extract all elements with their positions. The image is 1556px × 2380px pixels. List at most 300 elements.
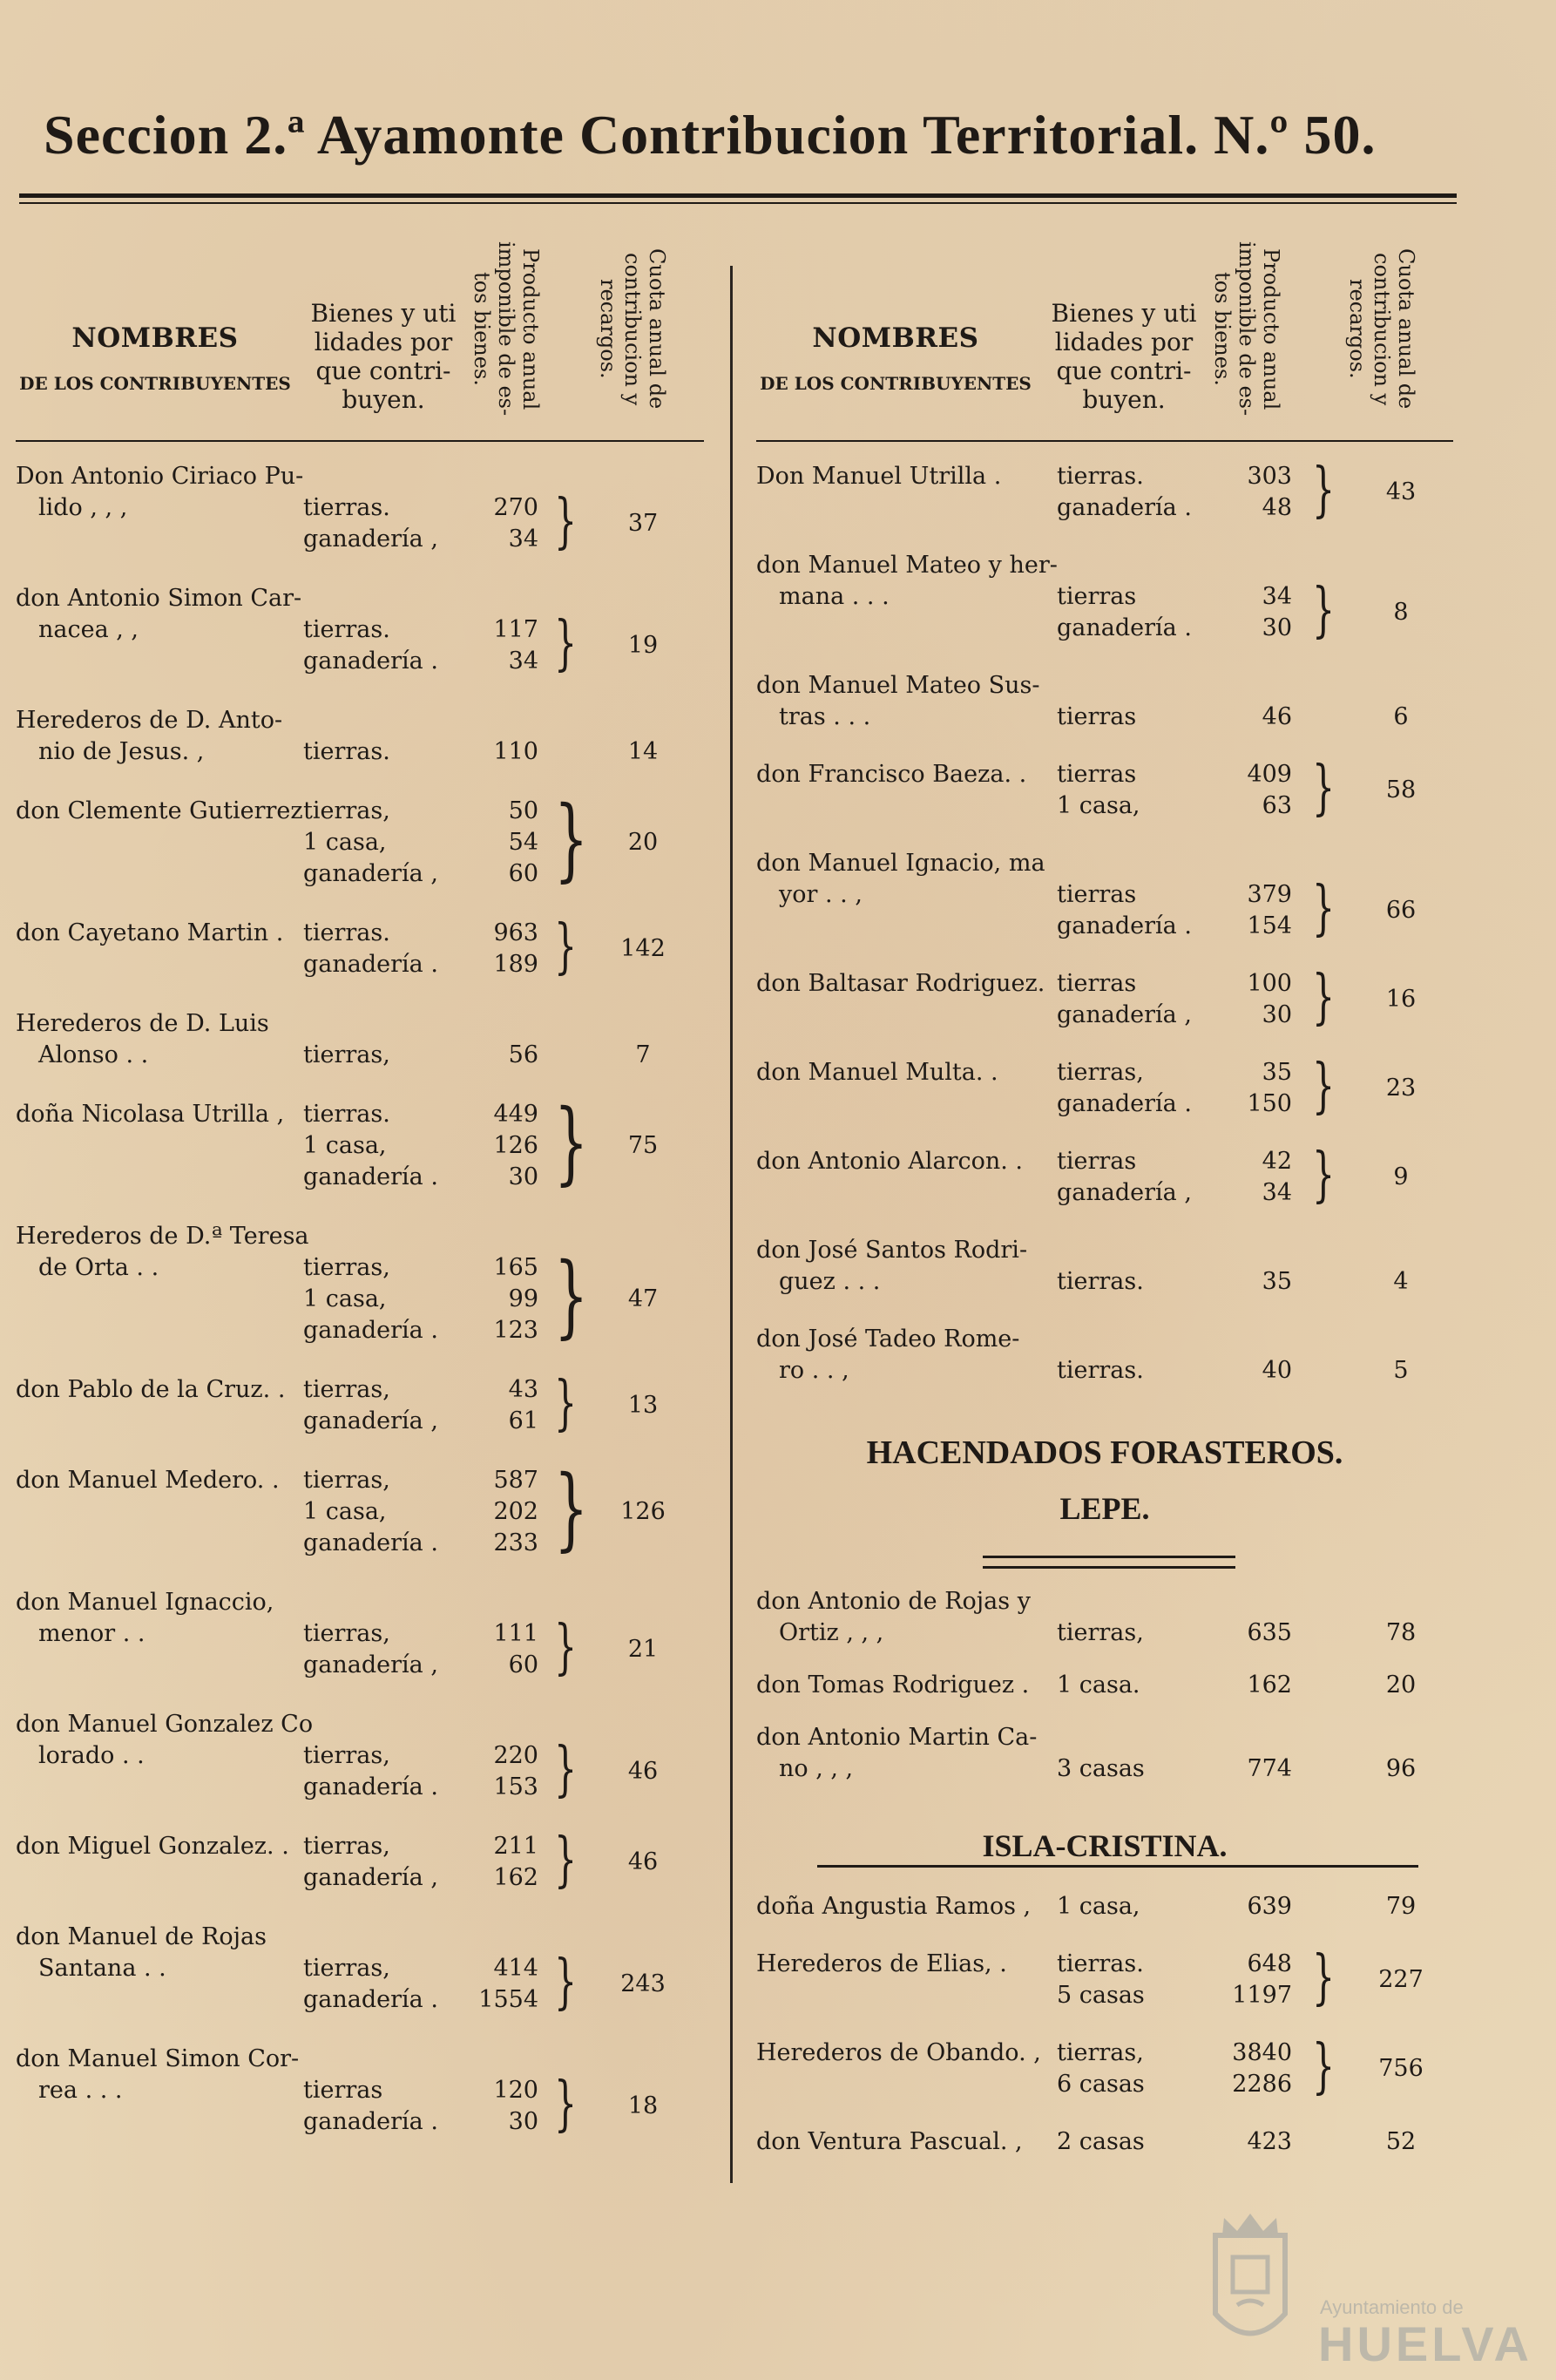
cuota-value: 23 — [1385, 1075, 1417, 1102]
contributor-name-line: Don Antonio Ciriaco Pu- — [16, 463, 304, 490]
property-type: tierras, — [303, 1833, 390, 1860]
property-type: 6 casas — [1057, 2071, 1145, 2098]
property-items — [1057, 1266, 1388, 1298]
property-item — [1057, 1088, 1388, 1120]
contributor-name — [16, 918, 303, 949]
property-items — [303, 1948, 634, 2017]
property-items — [1057, 1753, 1388, 1785]
grouping-brace: } — [1312, 1141, 1336, 1210]
property-items — [1057, 1355, 1388, 1387]
contributor-name — [16, 583, 303, 646]
product-value: 30 — [1262, 1001, 1292, 1028]
table-row — [16, 1369, 704, 1438]
property-type: ganadería , — [303, 1864, 438, 1891]
right-column — [756, 222, 1453, 2155]
property-item — [1057, 2038, 1388, 2069]
header-names — [756, 322, 1035, 394]
product-value: 34 — [1262, 1179, 1292, 1206]
contributor-name — [756, 848, 1052, 911]
cuota-value: 142 — [620, 935, 666, 962]
header-cuota: Cuota anual de contribucion y recargos. — [596, 248, 669, 410]
header-bienes: Bienes y uti lidades por que contri- buyen. — [1051, 299, 1197, 414]
property-type: tierras — [1057, 583, 1137, 610]
cuota-value: 18 — [627, 2092, 659, 2119]
cuota-value: 21 — [627, 1636, 659, 1663]
contributor-name — [16, 796, 303, 827]
table-row — [16, 2044, 704, 2138]
table-row — [756, 2126, 1453, 2158]
lepe-heading: LEPE. — [1059, 1491, 1150, 1526]
product-value: 111 — [493, 1620, 538, 1647]
property-items — [1057, 754, 1388, 823]
cuota-value: 243 — [620, 1970, 666, 1997]
contributor-name-line: don Miguel Gonzalez. . — [16, 1833, 289, 1860]
cuota-value: 20 — [627, 829, 659, 856]
watermark-line2: HUELVA — [1318, 2316, 1532, 2371]
property-type: ganadería , — [1057, 1179, 1192, 1206]
cuota-value: 6 — [1393, 703, 1409, 730]
coat-of-arms-icon — [1198, 2209, 1302, 2357]
property-type: tierras. — [303, 919, 390, 946]
contributor-name-line: don Manuel Mateo y her- — [756, 552, 1058, 579]
contributor-name-line: don Manuel Gonzalez Co — [16, 1711, 314, 1738]
property-type: ganadería . — [303, 1773, 438, 1800]
property-items — [1057, 456, 1388, 525]
product-value: 40 — [1262, 1357, 1292, 1384]
property-items — [303, 1613, 634, 1682]
right-rows — [756, 456, 1453, 1413]
property-items — [1057, 1141, 1388, 1210]
property-items — [1057, 1670, 1388, 1701]
product-value: 165 — [493, 1254, 538, 1281]
grouping-brace: } — [554, 1735, 578, 1804]
table-row — [756, 1052, 1453, 1121]
product-value: 635 — [1247, 1619, 1292, 1646]
cuota-value: 4 — [1393, 1268, 1409, 1295]
grouping-brace: } — [554, 1369, 578, 1438]
product-value: 35 — [1262, 1268, 1292, 1295]
product-value: 639 — [1247, 1893, 1292, 1920]
property-type: ganadería , — [303, 1651, 438, 1678]
property-type: tierras — [1057, 881, 1137, 908]
product-value: 30 — [1262, 614, 1292, 641]
table-row — [16, 1587, 704, 1681]
product-value: 270 — [493, 494, 538, 521]
property-type: ganadería , — [303, 860, 438, 887]
cuota-value: 43 — [1385, 478, 1417, 505]
contributor-name-line: don Manuel Ignacio, ma — [756, 850, 1045, 877]
table-row — [756, 754, 1453, 823]
cuota-value: 13 — [627, 1392, 659, 1419]
forasteros-heading: HACENDADOS FORASTEROS. — [866, 1434, 1343, 1471]
property-item — [303, 918, 634, 949]
property-item — [1057, 790, 1388, 822]
product-value: 233 — [493, 1529, 538, 1556]
property-items — [1057, 1617, 1388, 1649]
property-type: ganadería . — [303, 951, 438, 978]
property-item — [1057, 1753, 1388, 1785]
property-type: ganadería . — [303, 2108, 438, 2135]
property-type: tierras — [1057, 970, 1137, 997]
property-type: ganadería . — [303, 1317, 438, 1344]
product-value: 414 — [493, 1955, 538, 1982]
left-column — [16, 222, 704, 2166]
contributor-name — [756, 1949, 1052, 1980]
product-value: 1554 — [478, 1986, 538, 2013]
property-item — [303, 1831, 634, 1862]
product-value: 34 — [508, 525, 538, 553]
table-row — [16, 1091, 704, 1195]
table-row — [756, 1891, 1453, 1922]
table-row — [756, 456, 1453, 525]
contributor-name — [756, 2038, 1052, 2069]
product-value: 1197 — [1232, 1982, 1292, 2009]
property-items — [1057, 1891, 1388, 1922]
contributor-name — [16, 1221, 309, 1284]
product-value: 162 — [1247, 1671, 1292, 1699]
product-value: 126 — [493, 1132, 538, 1159]
property-item — [1057, 2126, 1388, 2158]
contributor-name-line: doña Nicolasa Utrilla , — [16, 1101, 285, 1128]
cuota-value: 126 — [620, 1498, 666, 1525]
contributor-name-line: don Tomas Rodriguez . — [756, 1671, 1030, 1699]
grouping-brace: } — [554, 2070, 578, 2139]
cuota-value: 66 — [1385, 897, 1417, 924]
contributor-name-line: don Clemente Gutierrez — [16, 797, 303, 824]
product-value: 587 — [493, 1467, 538, 1494]
property-items — [303, 1735, 634, 1804]
grouping-brace: } — [1312, 874, 1336, 943]
property-item — [1057, 581, 1388, 613]
lepe-rows — [756, 1586, 1453, 1806]
property-type: ganadería , — [303, 1407, 438, 1434]
cuota-value: 756 — [1378, 2055, 1424, 2082]
contributor-name — [756, 1146, 1052, 1177]
watermark-line1: Ayuntamiento de — [1320, 2296, 1464, 2318]
contributor-name-line: don Ventura Pascual. , — [756, 2128, 1023, 2155]
isla-rule — [817, 1865, 1418, 1868]
property-item — [303, 736, 634, 768]
property-item — [303, 949, 634, 980]
left-rows — [16, 461, 704, 2166]
contributor-name — [16, 1008, 303, 1071]
contributor-name-line: guez . . . — [779, 1268, 881, 1295]
contributor-name-line: don Francisco Baeza. . — [756, 761, 1027, 788]
table-row — [756, 1722, 1453, 1785]
table-row — [16, 1709, 704, 1803]
contributor-name-line: ro . . , — [779, 1357, 849, 1384]
product-value: 303 — [1247, 463, 1292, 490]
contributor-name — [16, 1709, 314, 1772]
grouping-brace: } — [1312, 1943, 1336, 2012]
product-value: 50 — [508, 797, 538, 824]
property-type: ganadería . — [303, 1163, 438, 1190]
contributor-name-line: don Antonio Simon Car- — [16, 585, 302, 612]
table-row — [756, 1324, 1453, 1387]
property-type: tierras, — [303, 1254, 390, 1281]
product-value: 46 — [1262, 703, 1292, 730]
contributor-name-line: Herederos de Elias, . — [756, 1950, 1007, 1977]
property-type: ganadería . — [1057, 912, 1192, 939]
property-type: ganadería , — [1057, 1001, 1192, 1028]
property-item — [1057, 968, 1388, 1000]
table-row — [16, 583, 704, 677]
cuota-value: 75 — [627, 1132, 659, 1159]
property-item — [303, 646, 634, 677]
contributor-name-line: don Manuel Medero. . — [16, 1467, 280, 1494]
property-item — [303, 1984, 634, 2016]
property-item — [1057, 1000, 1388, 1031]
property-item — [1057, 492, 1388, 524]
contributor-name-line: don Manuel Multa. . — [756, 1059, 998, 1086]
table-row — [756, 1670, 1453, 1701]
property-item — [303, 1374, 634, 1406]
property-type: ganadería . — [303, 1986, 438, 2013]
property-items — [303, 1369, 634, 1438]
product-value: 449 — [493, 1101, 538, 1128]
contributor-name-line: don José Santos Rodri- — [756, 1237, 1028, 1264]
contributor-name-line: don Baltasar Rodriguez. — [756, 970, 1045, 997]
contributor-name-line: don Antonio de Rojas y — [756, 1588, 1031, 1615]
property-items — [303, 609, 634, 678]
table-row — [16, 1826, 704, 1895]
cuota-value: 46 — [627, 1848, 659, 1875]
contributor-name — [16, 461, 303, 524]
property-item — [1057, 1670, 1388, 1701]
cuota-value: 47 — [627, 1285, 659, 1312]
grouping-brace: } — [554, 1091, 589, 1195]
property-type: tierras, — [1057, 1619, 1144, 1646]
product-value: 110 — [493, 738, 538, 765]
product-value: 150 — [1247, 1090, 1292, 1117]
property-type: tierras, — [303, 1620, 390, 1647]
cuota-value: 79 — [1385, 1893, 1417, 1920]
contributor-name-line: Alonso . . — [38, 1041, 149, 1068]
property-item — [1057, 1355, 1388, 1387]
cuota-value: 58 — [1385, 776, 1417, 804]
property-items — [303, 487, 634, 556]
property-type: tierras, — [1057, 2039, 1144, 2066]
property-type: 1 casa, — [303, 1285, 387, 1312]
table-row — [16, 1457, 704, 1561]
product-value: 48 — [1262, 494, 1292, 521]
property-type: tierras, — [303, 1742, 390, 1769]
title-rule — [19, 193, 1457, 198]
contributor-name — [16, 1831, 303, 1862]
watermark — [1198, 2209, 1532, 2371]
contributor-name — [756, 2126, 1052, 2158]
property-item — [303, 1618, 634, 1650]
property-type: 1 casa, — [1057, 792, 1140, 819]
property-item — [303, 1953, 634, 1984]
property-type: tierras. — [303, 1101, 390, 1128]
property-type: tierras. — [1057, 1950, 1144, 1977]
contributor-name — [756, 759, 1052, 790]
property-item — [303, 1772, 634, 1803]
property-type: ganadería . — [1057, 1090, 1192, 1117]
property-type: tierras — [1057, 761, 1137, 788]
property-type: 1 casa, — [303, 829, 387, 856]
contributor-name-line: don Cayetano Martin . — [16, 919, 284, 946]
product-value: 648 — [1247, 1950, 1292, 1977]
product-value: 43 — [508, 1376, 538, 1403]
product-value: 35 — [1262, 1059, 1292, 1086]
header-names-title: NOMBRES — [71, 322, 239, 354]
cuota-value: 19 — [627, 632, 659, 659]
product-value: 61 — [508, 1407, 538, 1434]
property-item — [1057, 1177, 1388, 1209]
property-items — [1057, 2126, 1388, 2158]
property-item — [303, 1862, 634, 1894]
contributor-name-line: Ortiz , , , — [779, 1619, 884, 1646]
property-type: 5 casas — [1057, 1982, 1145, 2009]
property-item — [303, 492, 634, 524]
grouping-brace: } — [554, 1457, 589, 1561]
contributor-name — [16, 705, 303, 768]
contributor-name — [756, 1324, 1052, 1387]
product-value: 42 — [1262, 1148, 1292, 1175]
product-value: 100 — [1247, 970, 1292, 997]
contributor-name — [16, 1922, 303, 1984]
contributor-name-line: lido , , , — [38, 494, 128, 521]
property-items — [1057, 874, 1388, 943]
property-type: 1 casa, — [303, 1132, 387, 1159]
contributor-name-line: nacea , , — [38, 616, 139, 643]
grouping-brace: } — [554, 1244, 589, 1348]
product-value: 30 — [508, 1163, 538, 1190]
contributor-name — [16, 1587, 303, 1650]
contributor-name — [16, 1099, 303, 1130]
contributor-name-line: Herederos de Obando. , — [756, 2039, 1041, 2066]
table-row — [16, 788, 704, 892]
property-item — [1057, 1949, 1388, 1980]
property-items — [303, 2070, 634, 2139]
cuota-value: 7 — [635, 1041, 651, 1068]
table-row — [756, 848, 1453, 942]
product-value: 211 — [493, 1833, 538, 1860]
property-item — [1057, 1891, 1388, 1922]
cuota-value: 227 — [1378, 1966, 1424, 1993]
grouping-brace: } — [554, 609, 578, 678]
table-row — [756, 550, 1453, 644]
product-value: 153 — [493, 1773, 538, 1800]
contributor-name-line: Don Manuel Utrilla . — [756, 463, 1002, 490]
table-header — [16, 222, 704, 442]
product-value: 162 — [493, 1864, 538, 1891]
property-type: tierras. — [1057, 1268, 1144, 1295]
property-item — [303, 614, 634, 646]
property-item — [303, 524, 634, 555]
table-row — [756, 1586, 1453, 1649]
property-item — [1057, 879, 1388, 911]
property-type: tierras, — [1057, 1059, 1144, 1086]
product-value: 60 — [508, 1651, 538, 1678]
property-item — [1057, 911, 1388, 942]
property-items — [303, 1826, 634, 1895]
contributor-name-line: Herederos de D. Anto- — [16, 707, 283, 734]
property-items — [303, 912, 634, 981]
property-type: 1 casa, — [1057, 1893, 1140, 1920]
contributor-name-line: no , , , — [779, 1755, 854, 1782]
product-value: 54 — [508, 829, 538, 856]
property-type: tierras, — [303, 1955, 390, 1982]
table-row — [756, 1235, 1453, 1298]
cuota-value: 16 — [1385, 986, 1417, 1013]
table-header — [756, 222, 1453, 442]
property-item — [1057, 613, 1388, 644]
property-items — [303, 736, 634, 768]
grouping-brace: } — [1312, 963, 1336, 1032]
table-row — [756, 963, 1453, 1032]
contributor-name-line: don Antonio Alarcon. . — [756, 1148, 1024, 1175]
grouping-brace: } — [554, 1948, 578, 2017]
grouping-brace: } — [554, 788, 589, 892]
contributor-name-line: don Manuel Simon Cor- — [16, 2045, 300, 2072]
property-type: tierras. — [303, 494, 390, 521]
product-value: 189 — [493, 951, 538, 978]
property-item — [1057, 461, 1388, 492]
cuota-value: 52 — [1385, 2128, 1417, 2155]
table-row — [756, 1943, 1453, 2012]
contributor-name-line: doña Angustia Ramos , — [756, 1893, 1032, 1920]
property-type: tierras, — [303, 1467, 390, 1494]
contributor-name-line: Santana . . — [38, 1955, 166, 1982]
table-row — [16, 705, 704, 768]
product-value: 120 — [493, 2077, 538, 2104]
property-item — [303, 1406, 634, 1437]
property-type: tierras. — [1057, 1357, 1144, 1384]
page-title: Seccion 2.ª Ayamonte Contribucion Territorial. N.º 50. — [44, 104, 1377, 166]
table-row — [16, 1922, 704, 2016]
property-item — [1057, 1146, 1388, 1177]
contributor-name-line: mana . . . — [779, 583, 890, 610]
product-value: 34 — [1262, 583, 1292, 610]
contributor-name-line: lorado . . — [38, 1742, 145, 1769]
contributor-name — [756, 968, 1052, 1000]
product-value: 423 — [1247, 2128, 1292, 2155]
contributor-name — [756, 1670, 1052, 1701]
lepe-rule — [983, 1556, 1235, 1569]
property-type: tierras, — [303, 1041, 390, 1068]
table-row — [16, 461, 704, 555]
grouping-brace: } — [554, 1826, 578, 1895]
contributor-name — [756, 1722, 1052, 1785]
product-value: 774 — [1247, 1755, 1292, 1782]
contributor-name — [756, 1057, 1052, 1088]
property-item — [1057, 2069, 1388, 2100]
contributor-name-line: don Manuel de Rojas — [16, 1923, 267, 1950]
isla-heading: ISLA-CRISTINA. — [982, 1828, 1228, 1863]
contributor-name-line: Herederos de D. Luis — [16, 1010, 269, 1037]
isla-rows — [756, 1891, 1453, 2184]
title-rule-thin — [19, 202, 1457, 204]
contributor-name-line: de Orta . . — [38, 1254, 159, 1281]
header-names-title: NOMBRES — [812, 322, 979, 354]
contributor-name-line: don Pablo de la Cruz. . — [16, 1376, 286, 1403]
cuota-value: 8 — [1393, 599, 1409, 626]
grouping-brace: } — [1312, 456, 1336, 525]
cuota-value: 5 — [1393, 1357, 1409, 1384]
product-value: 123 — [493, 1317, 538, 1344]
property-item — [1057, 1057, 1388, 1088]
product-value: 2286 — [1232, 2071, 1292, 2098]
property-item — [1057, 1980, 1388, 2011]
property-type: ganadería . — [303, 648, 438, 675]
property-items — [1057, 1943, 1388, 2012]
table-row — [756, 670, 1453, 733]
cuota-value: 9 — [1393, 1163, 1409, 1190]
product-value: 963 — [493, 919, 538, 946]
